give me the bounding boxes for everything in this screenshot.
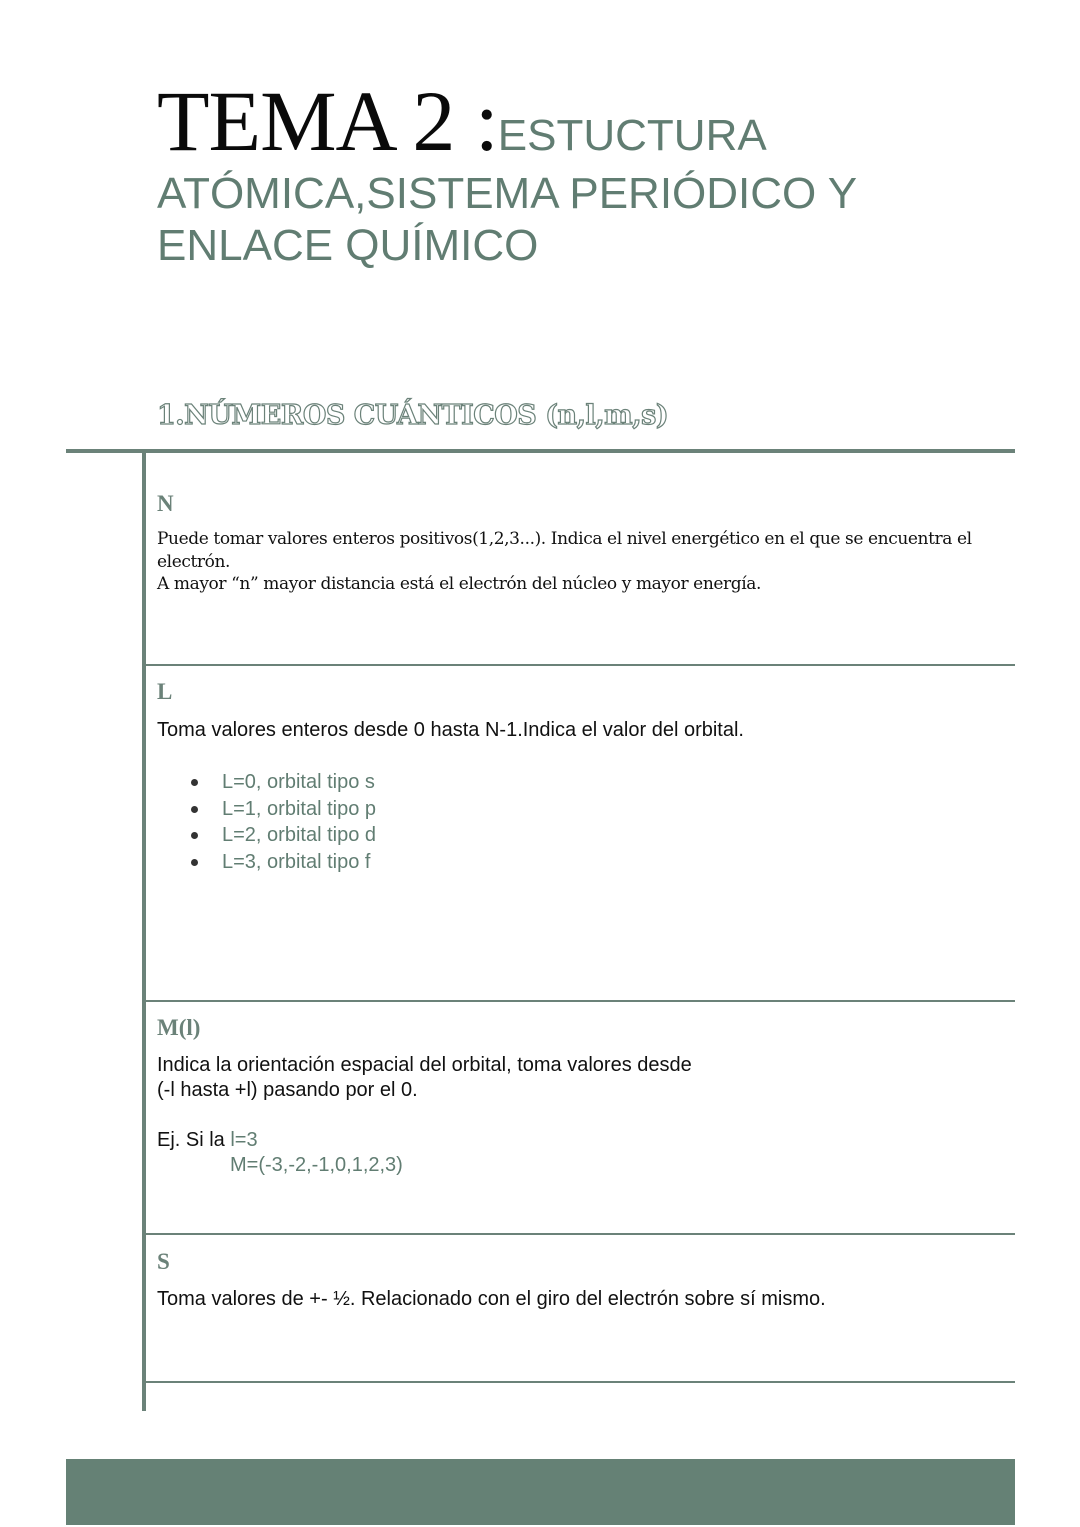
block-s-label: S	[157, 1249, 170, 1274]
list-item: L=3, orbital tipo f	[157, 849, 1007, 876]
document-title	[157, 73, 917, 272]
divider-rule	[144, 1000, 1015, 1002]
section-heading: 1.NÚMEROS CUÁNTICOS (n,l,m,s)	[157, 400, 669, 431]
block-m-label: M(l)	[157, 1015, 201, 1040]
block-m-example: Ej. Si la l=3	[157, 1129, 258, 1151]
block-m	[157, 1014, 1007, 1178]
block-s	[157, 1248, 1007, 1312]
block-l-text: Toma valores enteros desde 0 hasta N-1.Indica el valor del orbital.	[157, 719, 744, 741]
block-n-text-2: A mayor “n” mayor distancia está el electrón del núcleo y mayor energía.	[157, 574, 762, 594]
block-l	[157, 678, 1007, 875]
title-line-3: ENLACE QUÍMICO	[157, 221, 539, 270]
block-m-text-1: Indica la orientación espacial del orbital, toma valores desde	[157, 1054, 692, 1076]
title-line-1	[157, 73, 917, 169]
list-item: L=1, orbital tipo p	[157, 796, 1007, 823]
block-l-label: L	[157, 679, 173, 704]
block-n	[157, 490, 1007, 596]
list-item: L=0, orbital tipo s	[157, 769, 1007, 796]
block-m-example-result: M=(-3,-2,-1,0,1,2,3)	[230, 1154, 403, 1176]
orbital-list	[157, 769, 1007, 875]
bullet-icon	[191, 832, 198, 839]
title-subject: ESTUCTURA	[497, 111, 767, 160]
divider-rule	[144, 1233, 1015, 1235]
section-top-rule	[66, 449, 1015, 453]
section-left-rule	[142, 449, 146, 1411]
title-line-2: ATÓMICA,SISTEMA PERIÓDICO Y	[157, 169, 858, 218]
block-n-text-1: Puede tomar valores enteros positivos(1,2,3...). Indica el nivel energético en el que se encuentra el electrón.	[157, 529, 972, 572]
footer-bar	[66, 1459, 1015, 1525]
divider-rule	[144, 664, 1015, 666]
bullet-icon	[191, 859, 198, 866]
block-n-label: N	[157, 491, 174, 516]
block-s-text: Toma valores de +- ½. Relacionado con el giro del electrón sobre sí mismo.	[157, 1288, 826, 1310]
block-m-text-2: (-l hasta +l) pasando por el 0.	[157, 1079, 418, 1101]
bullet-icon	[191, 779, 198, 786]
bullet-icon	[191, 806, 198, 813]
list-item: L=2, orbital tipo d	[157, 822, 1007, 849]
example-value: l=3	[230, 1129, 258, 1151]
divider-rule	[144, 1381, 1015, 1383]
title-main: TEMA 2 :	[157, 73, 498, 169]
